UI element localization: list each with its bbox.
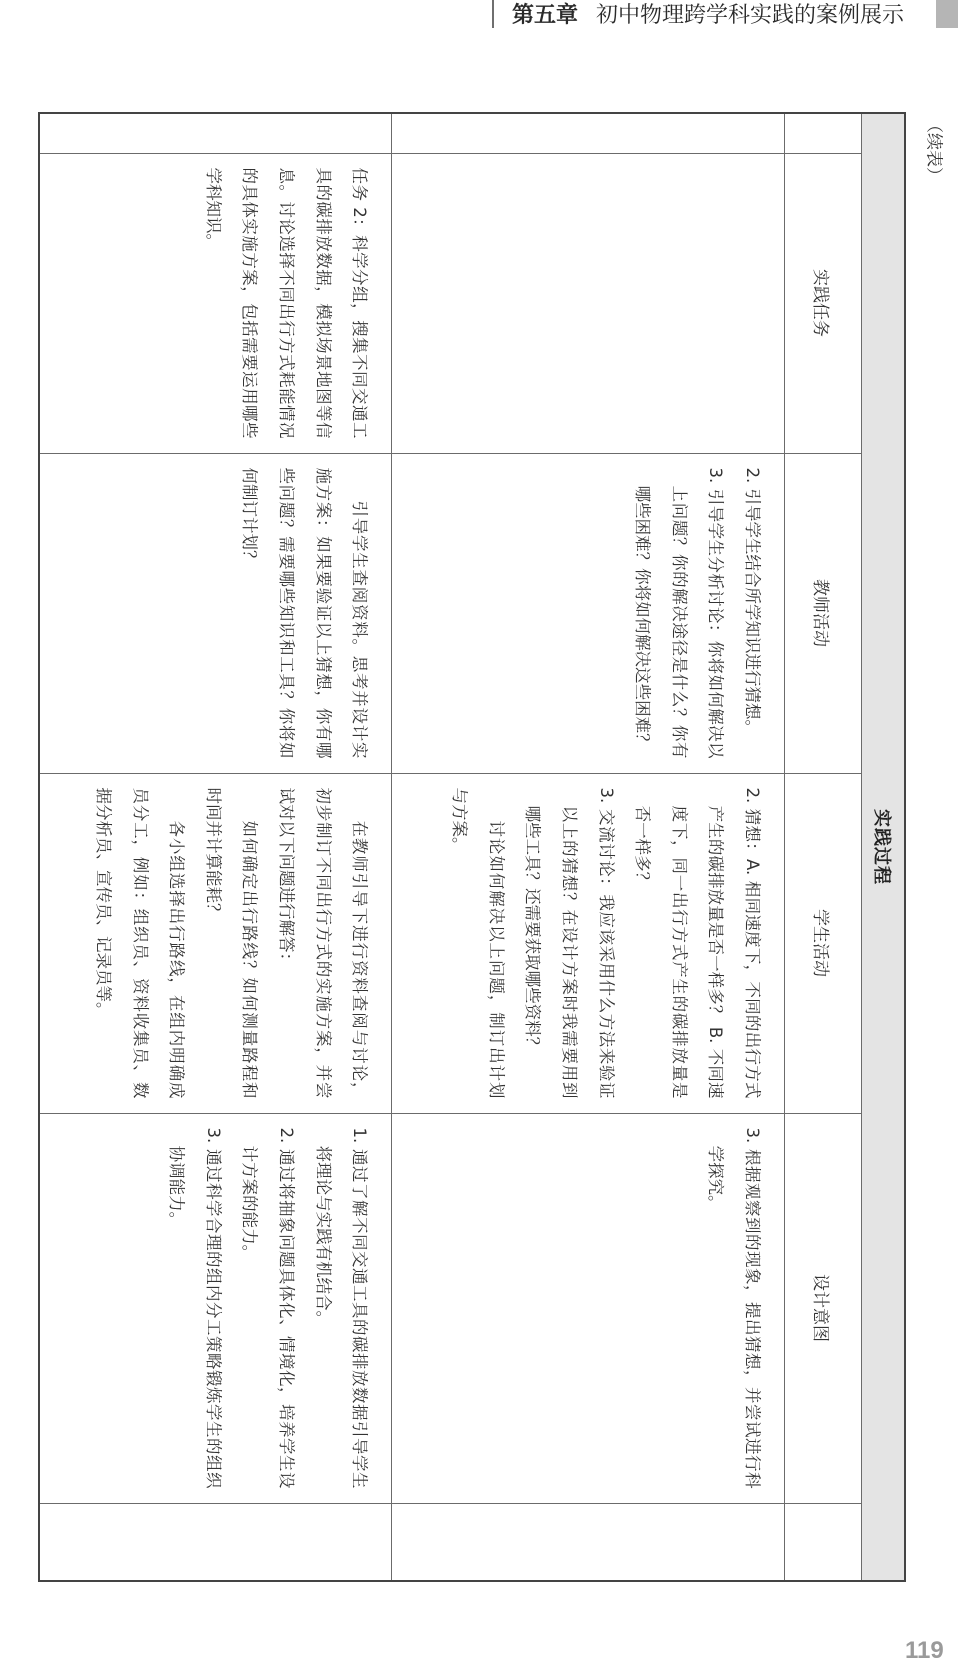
column-header-intent: 设计意图 xyxy=(785,1113,862,1503)
row1-teacher xyxy=(392,453,785,773)
row1-teacher-item: 2. 引导学生结合所学知识进行猜想。 xyxy=(743,467,762,736)
row2-intent-item: 1. 通过了解不同交通工具的碳排放数据引导学生将理论与实践有机结合。 xyxy=(313,1127,370,1489)
row1-student-item: 3. 交流讨论：我应该采用什么方法来验证以上的猜想？在设计方案时我需要用到哪些工具？还需要获取哪些资料？ xyxy=(523,787,616,1099)
row1-student xyxy=(392,773,785,1113)
row1-teacher-item: 3. 引导学生分析讨论：你将如何解决以上问题？你的解决途径是什么？你有哪些困难？你将如何解决这些困难？ xyxy=(633,467,726,759)
row2-intent xyxy=(39,1113,392,1503)
row2-student-item: 如何确定出行路线？如何测量路程和时间并计算能耗？ xyxy=(203,787,260,1099)
empty-trailing xyxy=(785,1503,862,1581)
row2-trailing xyxy=(39,1503,392,1581)
chapter-label: 第五章 xyxy=(512,2,579,28)
practice-process-table xyxy=(38,112,906,1582)
row2-student-item: 各小组选择出行路线，在组内明确成员分工，例如：组织员、资料收集员、数据分析员、宣传员、记录员等。 xyxy=(93,787,187,1099)
table-row xyxy=(39,113,392,1581)
row2-task: 任务 2：科学分组，搜集不同交通工具的碳排放数据，模拟场景地图等信息。讨论选择不同出行方式耗能情况的具体实施方案，包括需要运用哪些学科知识。 xyxy=(39,153,392,453)
column-header-teacher: 教师活动 xyxy=(785,453,862,773)
row1-intent xyxy=(392,1113,785,1503)
empty-corner xyxy=(785,113,862,153)
row1-trailing xyxy=(392,1503,785,1581)
page-number: 119 xyxy=(905,1637,944,1664)
table-row xyxy=(392,113,785,1581)
rotated-table-frame xyxy=(38,112,906,1580)
row2-student-item: 在教师引导下进行资料查阅与讨论，初步制订不同出行方式的实施方案，并尝试对以下问题进行解答： xyxy=(276,787,370,1099)
row1-student-item: 讨论如何解决以上问题，制订出计划与方案。 xyxy=(450,787,506,1099)
row2-intent-item: 2. 通过将抽象问题具体化、情境化，培养学生设计方案的能力。 xyxy=(240,1127,296,1489)
row1-spacer xyxy=(392,113,785,153)
header-tab-bar xyxy=(936,0,958,28)
row2-student xyxy=(39,773,392,1113)
table-wrapper xyxy=(38,112,906,1580)
continuation-label-box xyxy=(912,110,960,190)
row1-student-item: 2. 猜想：A. 相同速度下，不同的出行方式产生的碳排放量是否一样多？ B. 不同速度下，同一出行方式产生的碳排放量是否一样多？ xyxy=(633,787,762,1099)
row1-intent-item: 3. 根据观察到的现象，提出猜想，并尝试进行科学探究。 xyxy=(706,1127,762,1489)
continuation-label: （续表） xyxy=(923,116,944,184)
row2-spacer xyxy=(39,113,392,153)
column-header-task: 实践任务 xyxy=(785,153,862,453)
column-header-student: 学生活动 xyxy=(785,773,862,1113)
row1-task xyxy=(392,153,785,453)
header-text xyxy=(512,2,904,29)
chapter-title: 初中物理跨学科实践的案例展示 xyxy=(596,3,905,28)
header-divider xyxy=(492,0,494,28)
row2-intent-item: 3. 通过科学合理的组内分工策略锻炼学生的组织协调能力。 xyxy=(167,1127,223,1489)
section-title: 实践过程 xyxy=(862,113,906,1581)
row2-teacher: 引导学生查阅资料。思考并设计实施方案：如果要验证以上猜想，你有哪些问题？需要哪些知识和工具？你将如何制订计划？ xyxy=(39,453,392,773)
running-header xyxy=(0,0,960,34)
